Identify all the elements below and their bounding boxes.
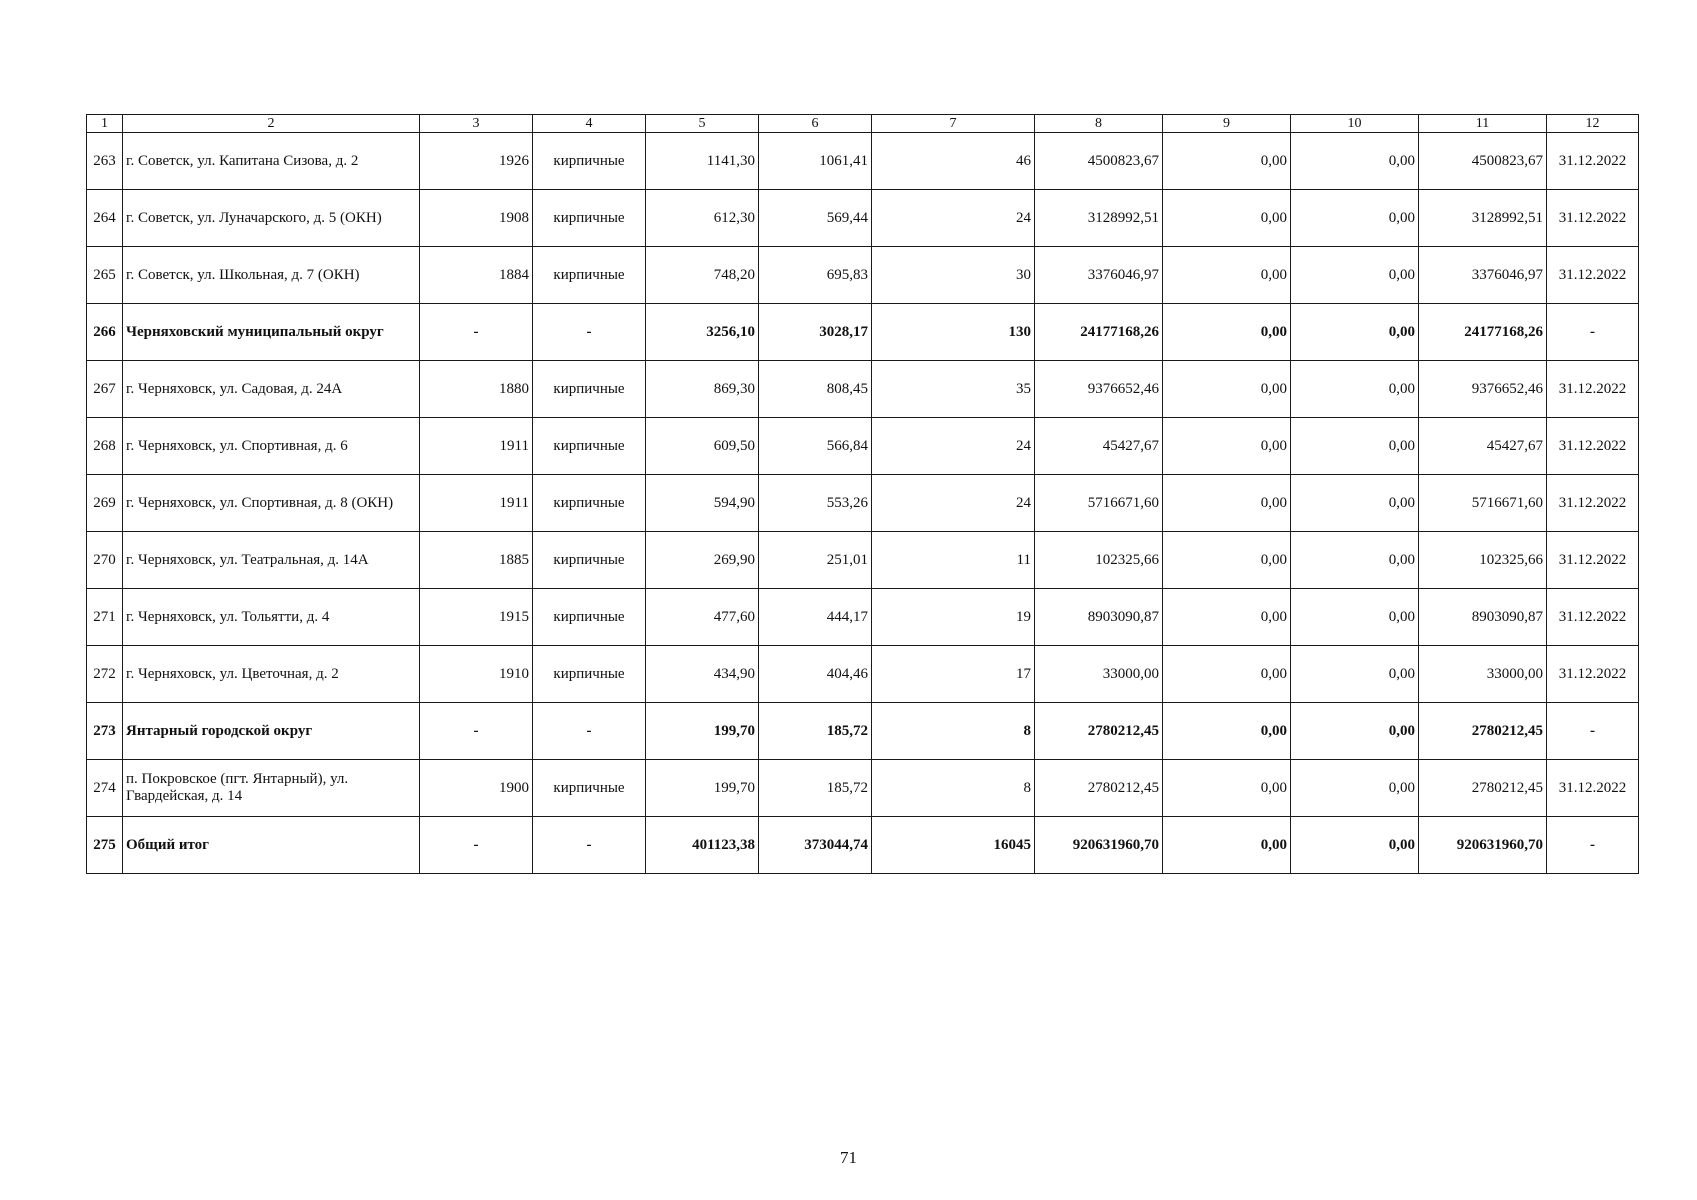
table-row <box>87 418 1639 475</box>
column-number-header-row <box>87 115 1639 133</box>
header-col-total-cost: 8 <box>1035 115 1163 133</box>
cell-row-number: 269 <box>87 475 123 532</box>
cell-wall-material: кирпичные <box>533 133 646 190</box>
cell-total-area: 612,30 <box>646 190 759 247</box>
cell-completion-date: 31.12.2022 <box>1547 532 1639 589</box>
cell-living-area: 1061,41 <box>759 133 872 190</box>
cell-wall-material: - <box>533 817 646 874</box>
cell-completion-date: - <box>1547 703 1639 760</box>
cell-address: г. Советск, ул. Школьная, д. 7 (ОКН) <box>123 247 420 304</box>
cell-total-cost: 102325,66 <box>1035 532 1163 589</box>
cell-cost-budget: 0,00 <box>1291 760 1419 817</box>
cell-cost-fund: 0,00 <box>1163 304 1291 361</box>
cell-residents: 30 <box>872 247 1035 304</box>
cell-total-area: 748,20 <box>646 247 759 304</box>
cell-total-area: 434,90 <box>646 646 759 703</box>
cell-wall-material: - <box>533 703 646 760</box>
cell-cost-budget: 0,00 <box>1291 361 1419 418</box>
cell-cost-budget: 0,00 <box>1291 589 1419 646</box>
cell-total-cost: 24177168,26 <box>1035 304 1163 361</box>
cell-wall-material: кирпичные <box>533 475 646 532</box>
cell-completion-date: 31.12.2022 <box>1547 190 1639 247</box>
cell-residents: 19 <box>872 589 1035 646</box>
cell-total-cost: 2780212,45 <box>1035 760 1163 817</box>
header-col-cost-budget: 10 <box>1291 115 1419 133</box>
cell-residents: 35 <box>872 361 1035 418</box>
cell-cost-budget: 0,00 <box>1291 703 1419 760</box>
cell-row-number: 264 <box>87 190 123 247</box>
header-col-wall-material: 4 <box>533 115 646 133</box>
header-col-address: 2 <box>123 115 420 133</box>
cell-residents: 24 <box>872 418 1035 475</box>
cell-wall-material: кирпичные <box>533 646 646 703</box>
cell-cost-fund: 0,00 <box>1163 133 1291 190</box>
cell-cost-budget: 0,00 <box>1291 304 1419 361</box>
cell-cost-other: 2780212,45 <box>1419 760 1547 817</box>
cell-living-area: 185,72 <box>759 760 872 817</box>
cell-year-built: 1885 <box>420 532 533 589</box>
cell-living-area: 373044,74 <box>759 817 872 874</box>
cell-cost-fund: 0,00 <box>1163 361 1291 418</box>
table-row <box>87 760 1639 817</box>
cell-total-area: 609,50 <box>646 418 759 475</box>
cell-wall-material: кирпичные <box>533 361 646 418</box>
table-row <box>87 475 1639 532</box>
cell-year-built: 1926 <box>420 133 533 190</box>
cell-total-cost: 9376652,46 <box>1035 361 1163 418</box>
header-col-year-built: 3 <box>420 115 533 133</box>
cell-total-area: 401123,38 <box>646 817 759 874</box>
cell-cost-budget: 0,00 <box>1291 532 1419 589</box>
cell-cost-fund: 0,00 <box>1163 475 1291 532</box>
cell-year-built: 1911 <box>420 418 533 475</box>
cell-wall-material: - <box>533 304 646 361</box>
cell-row-number: 272 <box>87 646 123 703</box>
cell-cost-other: 2780212,45 <box>1419 703 1547 760</box>
cell-year-built: - <box>420 703 533 760</box>
table-row <box>87 190 1639 247</box>
cell-cost-other: 5716671,60 <box>1419 475 1547 532</box>
cell-cost-other: 45427,67 <box>1419 418 1547 475</box>
cell-cost-budget: 0,00 <box>1291 817 1419 874</box>
cell-total-area: 594,90 <box>646 475 759 532</box>
cell-total-cost: 4500823,67 <box>1035 133 1163 190</box>
cell-total-cost: 33000,00 <box>1035 646 1163 703</box>
cell-address: п. Покровское (пгт. Янтарный), ул. Гвардейская, д. 14 <box>123 760 420 817</box>
cell-living-area: 251,01 <box>759 532 872 589</box>
cell-total-cost: 920631960,70 <box>1035 817 1163 874</box>
table-row <box>87 361 1639 418</box>
table-body <box>87 115 1639 874</box>
cell-living-area: 3028,17 <box>759 304 872 361</box>
cell-total-area: 199,70 <box>646 703 759 760</box>
cell-cost-budget: 0,00 <box>1291 646 1419 703</box>
cell-cost-other: 24177168,26 <box>1419 304 1547 361</box>
cell-living-area: 553,26 <box>759 475 872 532</box>
cell-cost-other: 33000,00 <box>1419 646 1547 703</box>
cell-wall-material: кирпичные <box>533 532 646 589</box>
cell-cost-budget: 0,00 <box>1291 133 1419 190</box>
cell-address: г. Черняховск, ул. Спортивная, д. 8 (ОКН) <box>123 475 420 532</box>
cell-living-area: 808,45 <box>759 361 872 418</box>
header-col-residents: 7 <box>872 115 1035 133</box>
cell-cost-other: 920631960,70 <box>1419 817 1547 874</box>
cell-completion-date: 31.12.2022 <box>1547 361 1639 418</box>
table-row <box>87 247 1639 304</box>
cell-cost-fund: 0,00 <box>1163 589 1291 646</box>
cell-address: Янтарный городской округ <box>123 703 420 760</box>
cell-year-built: 1915 <box>420 589 533 646</box>
cell-address: г. Черняховск, ул. Тольятти, д. 4 <box>123 589 420 646</box>
cell-residents: 46 <box>872 133 1035 190</box>
cell-total-cost: 3376046,97 <box>1035 247 1163 304</box>
cell-cost-fund: 0,00 <box>1163 703 1291 760</box>
cell-year-built: - <box>420 817 533 874</box>
cell-year-built: 1900 <box>420 760 533 817</box>
cell-total-area: 199,70 <box>646 760 759 817</box>
cell-living-area: 569,44 <box>759 190 872 247</box>
table-row <box>87 133 1639 190</box>
cell-total-cost: 2780212,45 <box>1035 703 1163 760</box>
cell-address: Черняховский муниципальный округ <box>123 304 420 361</box>
cell-cost-budget: 0,00 <box>1291 190 1419 247</box>
cell-cost-budget: 0,00 <box>1291 418 1419 475</box>
cell-address: г. Черняховск, ул. Садовая, д. 24А <box>123 361 420 418</box>
cell-wall-material: кирпичные <box>533 418 646 475</box>
cell-cost-other: 3376046,97 <box>1419 247 1547 304</box>
cell-address: г. Советск, ул. Луначарского, д. 5 (ОКН) <box>123 190 420 247</box>
cell-residents: 17 <box>872 646 1035 703</box>
cell-total-cost: 3128992,51 <box>1035 190 1163 247</box>
header-col-cost-fund: 9 <box>1163 115 1291 133</box>
header-col-living-area: 6 <box>759 115 872 133</box>
cell-cost-other: 3128992,51 <box>1419 190 1547 247</box>
cell-completion-date: 31.12.2022 <box>1547 589 1639 646</box>
cell-living-area: 404,46 <box>759 646 872 703</box>
cell-cost-fund: 0,00 <box>1163 418 1291 475</box>
cell-wall-material: кирпичные <box>533 589 646 646</box>
cell-address: г. Советск, ул. Капитана Сизова, д. 2 <box>123 133 420 190</box>
cell-row-number: 275 <box>87 817 123 874</box>
cell-completion-date: - <box>1547 817 1639 874</box>
cell-total-cost: 5716671,60 <box>1035 475 1163 532</box>
cell-year-built: 1910 <box>420 646 533 703</box>
cell-cost-fund: 0,00 <box>1163 760 1291 817</box>
cell-living-area: 695,83 <box>759 247 872 304</box>
cell-total-area: 477,60 <box>646 589 759 646</box>
cell-total-area: 3256,10 <box>646 304 759 361</box>
cell-address: г. Черняховск, ул. Спортивная, д. 6 <box>123 418 420 475</box>
cell-wall-material: кирпичные <box>533 190 646 247</box>
header-col-cost-other: 11 <box>1419 115 1547 133</box>
cell-completion-date: 31.12.2022 <box>1547 418 1639 475</box>
cell-cost-fund: 0,00 <box>1163 817 1291 874</box>
cell-completion-date: 31.12.2022 <box>1547 247 1639 304</box>
cell-cost-budget: 0,00 <box>1291 247 1419 304</box>
header-col-row-number: 1 <box>87 115 123 133</box>
cell-address: г. Черняховск, ул. Театральная, д. 14А <box>123 532 420 589</box>
cell-cost-fund: 0,00 <box>1163 190 1291 247</box>
cell-row-number: 265 <box>87 247 123 304</box>
cell-completion-date: - <box>1547 304 1639 361</box>
cell-completion-date: 31.12.2022 <box>1547 133 1639 190</box>
register-table-container <box>86 114 1638 874</box>
cell-residents: 8 <box>872 703 1035 760</box>
cell-completion-date: 31.12.2022 <box>1547 475 1639 532</box>
cell-year-built: 1911 <box>420 475 533 532</box>
table-row-subtotal <box>87 304 1639 361</box>
cell-cost-budget: 0,00 <box>1291 475 1419 532</box>
cell-row-number: 270 <box>87 532 123 589</box>
table-row <box>87 646 1639 703</box>
cell-wall-material: кирпичные <box>533 760 646 817</box>
cell-year-built: 1908 <box>420 190 533 247</box>
cell-total-area: 1141,30 <box>646 133 759 190</box>
cell-cost-other: 4500823,67 <box>1419 133 1547 190</box>
cell-year-built: 1884 <box>420 247 533 304</box>
header-col-total-area: 5 <box>646 115 759 133</box>
table-row-subtotal <box>87 703 1639 760</box>
cell-address: г. Черняховск, ул. Цветочная, д. 2 <box>123 646 420 703</box>
cell-row-number: 271 <box>87 589 123 646</box>
table-row <box>87 532 1639 589</box>
cell-cost-fund: 0,00 <box>1163 247 1291 304</box>
cell-residents: 11 <box>872 532 1035 589</box>
cell-completion-date: 31.12.2022 <box>1547 760 1639 817</box>
cell-total-area: 869,30 <box>646 361 759 418</box>
cell-living-area: 566,84 <box>759 418 872 475</box>
cell-total-cost: 45427,67 <box>1035 418 1163 475</box>
cell-cost-other: 8903090,87 <box>1419 589 1547 646</box>
cell-row-number: 268 <box>87 418 123 475</box>
cell-wall-material: кирпичные <box>533 247 646 304</box>
cell-living-area: 185,72 <box>759 703 872 760</box>
page-number: 71 <box>840 1148 857 1167</box>
cell-residents: 24 <box>872 190 1035 247</box>
cell-address: Общий итог <box>123 817 420 874</box>
register-table <box>86 114 1639 874</box>
cell-living-area: 444,17 <box>759 589 872 646</box>
table-row <box>87 589 1639 646</box>
cell-residents: 16045 <box>872 817 1035 874</box>
cell-cost-other: 9376652,46 <box>1419 361 1547 418</box>
cell-cost-other: 102325,66 <box>1419 532 1547 589</box>
cell-row-number: 266 <box>87 304 123 361</box>
header-col-completion-date: 12 <box>1547 115 1639 133</box>
cell-completion-date: 31.12.2022 <box>1547 646 1639 703</box>
cell-cost-fund: 0,00 <box>1163 532 1291 589</box>
cell-residents: 8 <box>872 760 1035 817</box>
cell-row-number: 263 <box>87 133 123 190</box>
cell-residents: 130 <box>872 304 1035 361</box>
cell-cost-fund: 0,00 <box>1163 646 1291 703</box>
cell-row-number: 267 <box>87 361 123 418</box>
cell-total-cost: 8903090,87 <box>1035 589 1163 646</box>
cell-residents: 24 <box>872 475 1035 532</box>
cell-total-area: 269,90 <box>646 532 759 589</box>
cell-year-built: - <box>420 304 533 361</box>
cell-row-number: 274 <box>87 760 123 817</box>
cell-row-number: 273 <box>87 703 123 760</box>
table-row-subtotal <box>87 817 1639 874</box>
cell-year-built: 1880 <box>420 361 533 418</box>
